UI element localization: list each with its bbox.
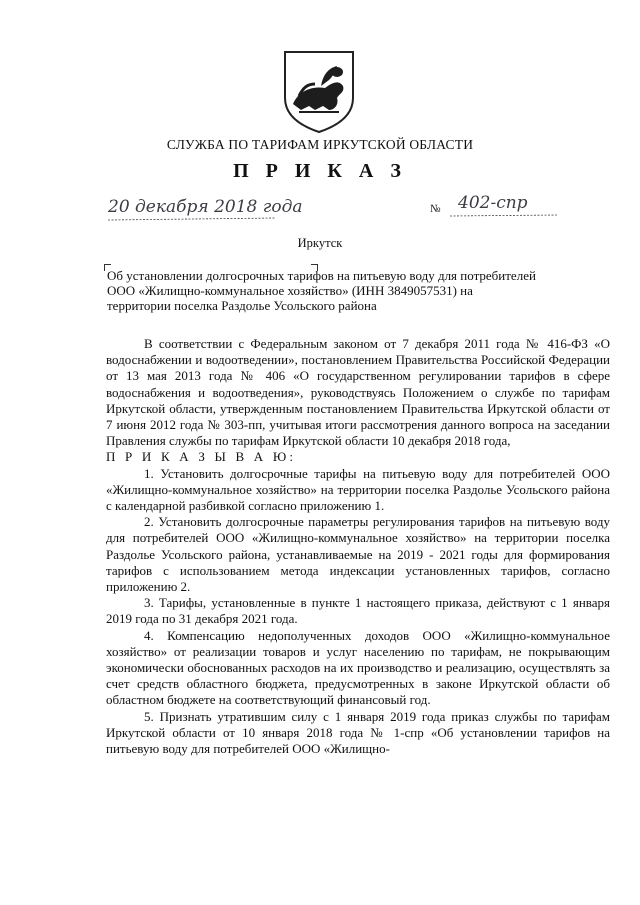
order-item-2: 2. Установить долгосрочные параметры регулирования тарифов на питьевую воду для потребителей ООО «Жилищно-коммунальное хозяйство» на территории поселка Раздолье Усольского района, устанавливаемые на 2019 - 2021 годы для формирования тарифов с использованием метода индексации установленных тарифов, согласно приложению 2. [106,514,610,595]
handwritten-date [108,190,303,224]
handwritten-number-text: 402-спр [458,193,528,213]
order-item-5: 5. Признать утратившим силу с 1 января 2019 года приказ службы по тарифам Иркутской области от 10 января 2018 года № 1-спр «Об установлении тарифов на питьевую воду для потребителей ООО «Жилищно- [106,708,610,757]
order-item-1: 1. Установить долгосрочные тарифы на питьевую воду для потребителей ООО «Жилищно-коммунальное хозяйство» на территории поселка Раздолье Усольского района с календарной разбивкой согласно приложению 1. [106,465,610,514]
handwritten-order-number [450,188,560,220]
handwritten-date-text: 20 декабря 2018 года [108,197,303,217]
document-type: П Р И К А З [233,160,407,182]
order-subject: Об установлении долгосрочных тарифов на питьевую воду для потребителей ООО «Жилищно-коммунальное хозяйство» (ИНН 3849057531) на территории поселка Раздолье Усольского района [107,268,536,313]
order-body [106,336,610,757]
agency-name: СЛУЖБА ПО ТАРИФАМ ИРКУТСКОЙ ОБЛАСТИ [166,137,474,152]
coat-of-arms-icon [279,46,359,134]
city-name: Иркутск [297,236,343,250]
order-number-label: № [430,203,441,215]
order-item-3: 3. Тарифы, установленные в пункте 1 настоящего приказа, действуют с 1 января 2019 года по 31 декабря 2021 года. [106,595,610,627]
order-item-4: 4. Компенсацию недополученных доходов ООО «Жилищно-коммунальное хозяйство» от реализации товаров и услуг населению по тарифам, не покрывающим экономически обоснованных расходов на их производство и реализацию, осуществлять за счет средств областного бюджета, предусмотренных в законе Иркутской области об областном бюджете на соответствующий финансовый год. [106,627,610,708]
preamble: В соответствии с Федеральным законом от 7 декабря 2011 года № 416-ФЗ «О водоснабжении и водоотведении», постановлением Правительства Российской Федерации от 13 мая 2013 года № 406 «О государственном регулировании тарифов в сфере водоснабжения и водоотведения», руководствуясь Положением о службе по тарифам Иркутской области, утвержденным постановлением Правительства Иркутской области от 7 июня 2012 года № 303-пп, учитывая итоги рассмотрения данного вопроса на заседании Правления службы по тарифам Иркутской области 10 декабря 2018 года, [106,336,610,449]
orders-word: П Р И К А З Ы В А Ю: [106,449,297,465]
